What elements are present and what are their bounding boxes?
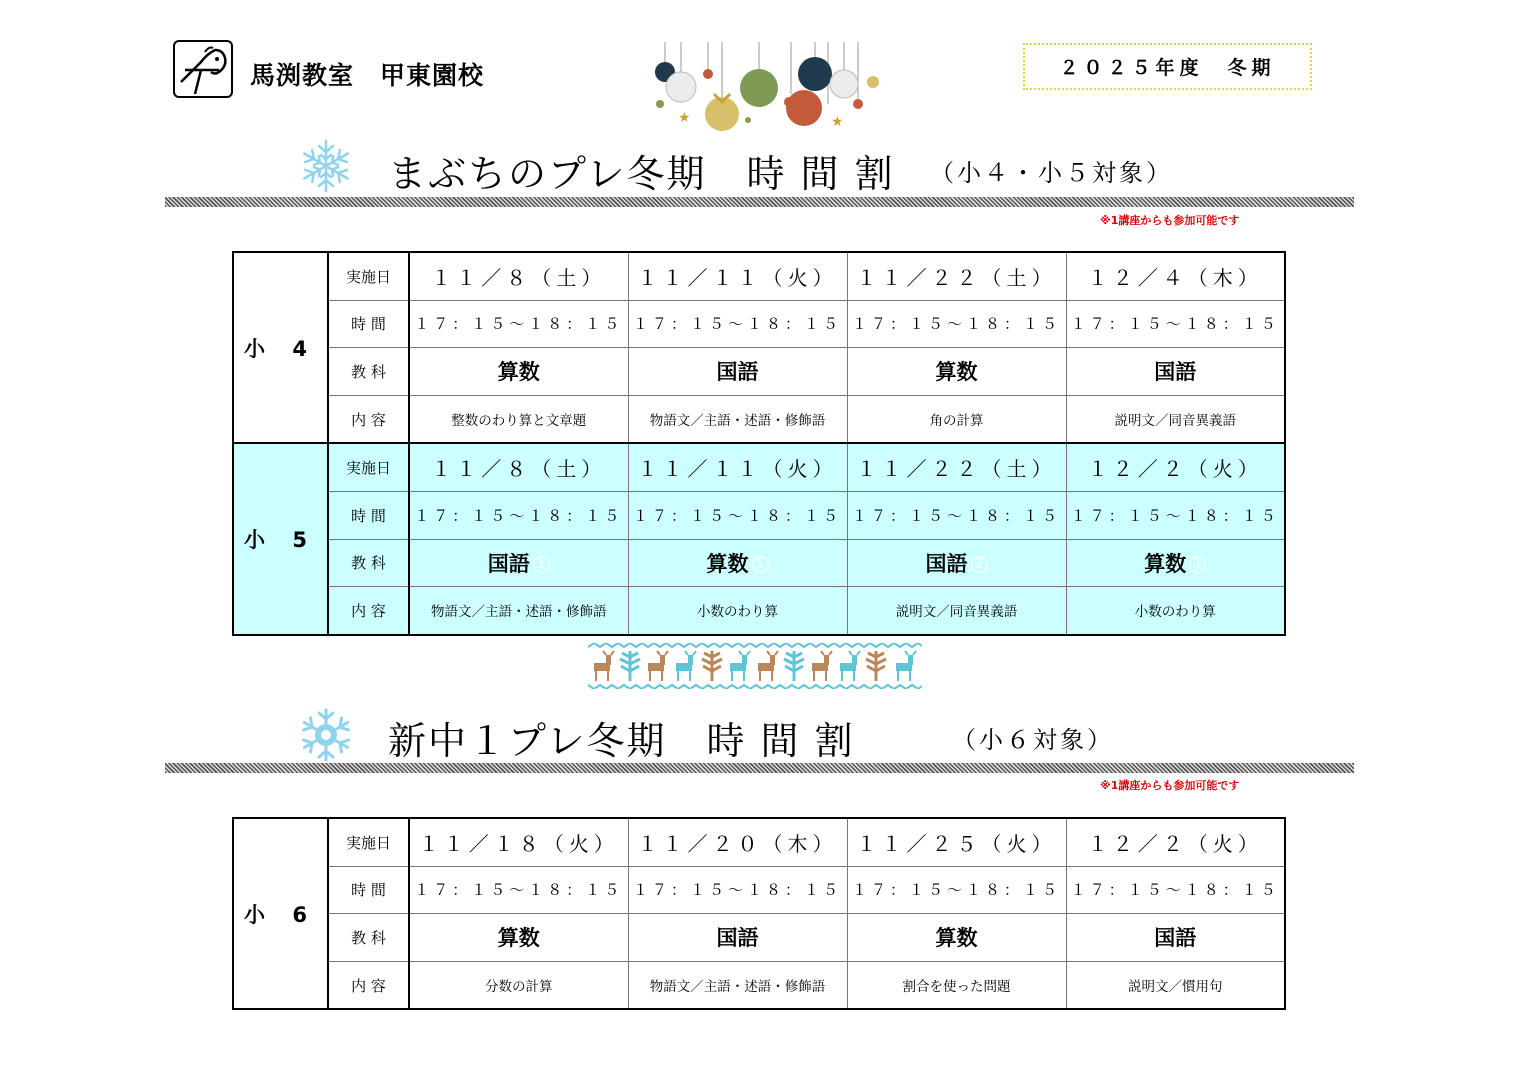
content-cell: 小数のわり算 — [628, 587, 847, 635]
table-row — [233, 252, 1285, 300]
time-cell: １７：１５～１８：１５ — [847, 491, 1066, 539]
svg-text:★: ★ — [831, 114, 844, 130]
time-cell: １７：１５～１８：１５ — [628, 866, 847, 914]
table-row — [233, 443, 1285, 491]
row-label-subject: 教 科 — [328, 539, 409, 587]
row-label-time: 時 間 — [328, 866, 409, 914]
divider — [165, 763, 1354, 773]
row-label-date: 実施日 — [328, 818, 409, 866]
subject-text: 国語 — [487, 551, 530, 576]
time-cell: １７：１５～１８：１５ — [409, 491, 628, 539]
row-label-content: 内 容 — [328, 395, 409, 443]
time-cell: １７：１５～１８：１５ — [1066, 866, 1285, 914]
time-cell: １７：１５～１８：１５ — [1066, 491, 1285, 539]
row-label-time: 時 間 — [328, 300, 409, 348]
table-row — [233, 818, 1285, 866]
table-row — [233, 539, 1285, 587]
row-label-content: 内 容 — [328, 961, 409, 1009]
content-cell: 分数の計算 — [409, 961, 628, 1009]
subject-cell: 国語 — [628, 914, 847, 962]
date-cell: １１／２５（火） — [847, 818, 1066, 866]
section1-note: ※1講座からも参加可能です — [1100, 214, 1240, 227]
date-cell: １２／２（火） — [1066, 818, 1285, 866]
subject-cell — [1066, 539, 1285, 587]
horse-logo-icon — [173, 40, 233, 98]
schedule-table-2 — [232, 817, 1286, 1010]
date-cell: １１／２０（木） — [628, 818, 847, 866]
subject-cell: 算数 — [409, 348, 628, 396]
content-cell: 角の計算 — [847, 395, 1066, 443]
grade-label: 小 5 — [233, 443, 328, 634]
time-cell: １７：１５～１８：１５ — [628, 491, 847, 539]
subject-cell: 算数 — [409, 914, 628, 962]
content-cell: 割合を使った問題 — [847, 961, 1066, 1009]
subject-cell: 国語 — [628, 348, 847, 396]
divider — [165, 197, 1354, 207]
subject-number-mark: 1 — [533, 556, 550, 573]
content-cell: 物語文／主語・述語・修飾語 — [409, 587, 628, 635]
content-cell: 説明文／同音異義語 — [847, 587, 1066, 635]
time-cell: １７：１５～１８：１５ — [409, 300, 628, 348]
date-cell: １１／１１（火） — [628, 443, 847, 491]
grade-label: 小 4 — [233, 252, 328, 443]
table-row — [233, 395, 1285, 443]
table-row — [233, 587, 1285, 635]
subject-cell: 国語 — [1066, 348, 1285, 396]
section2-title: 新中１プレ冬期 時 間 割 — [388, 719, 855, 763]
content-cell: 整数のわり算と文章題 — [409, 395, 628, 443]
winter-pattern-decoration — [588, 643, 922, 689]
content-cell: 説明文／慣用句 — [1066, 961, 1285, 1009]
school-name: 馬渕教室 甲東園校 — [250, 61, 485, 90]
subject-text: 国語 — [925, 551, 968, 576]
row-label-time: 時 間 — [328, 491, 409, 539]
date-cell: １１／８（土） — [409, 443, 628, 491]
schedule-table-1 — [232, 251, 1286, 636]
date-cell: １１／２２（土） — [847, 252, 1066, 300]
date-cell: １１／８（土） — [409, 252, 628, 300]
table-row — [233, 300, 1285, 348]
table-row — [233, 348, 1285, 396]
content-cell: 物語文／主語・述語・修飾語 — [628, 961, 847, 1009]
svg-text:★: ★ — [678, 110, 691, 126]
subject-cell: 算数 — [847, 914, 1066, 962]
subject-cell: 算数 — [847, 348, 1066, 396]
row-label-subject: 教 科 — [328, 348, 409, 396]
grade-label: 小 6 — [233, 818, 328, 1009]
snowflake-icon — [298, 707, 354, 763]
time-cell: １７：１５～１８：１５ — [847, 866, 1066, 914]
time-cell: １７：１５～１８：１５ — [1066, 300, 1285, 348]
content-cell: 小数のわり算 — [1066, 587, 1285, 635]
date-cell: １１／２２（土） — [847, 443, 1066, 491]
date-cell: １２／２（火） — [1066, 443, 1285, 491]
subject-cell: 国語 — [1066, 914, 1285, 962]
date-cell: １１／１８（火） — [409, 818, 628, 866]
subject-number-mark: 2 — [971, 556, 988, 573]
date-cell: １１／１１（火） — [628, 252, 847, 300]
table-row — [233, 961, 1285, 1009]
table-row — [233, 491, 1285, 539]
section2-note: ※1講座からも参加可能です — [1100, 779, 1240, 792]
content-cell: 物語文／主語・述語・修飾語 — [628, 395, 847, 443]
snowflake-icon — [298, 138, 354, 194]
date-cell: １２／４（木） — [1066, 252, 1285, 300]
row-label-content: 内 容 — [328, 587, 409, 635]
row-label-subject: 教 科 — [328, 914, 409, 962]
subject-number-mark: 1 — [1189, 556, 1206, 573]
subject-cell — [409, 539, 628, 587]
subject-text: 算数 — [706, 551, 749, 576]
section1-title: まぶちのプレ冬期 時 間 割 — [388, 152, 895, 196]
content-cell: 説明文／同音異義語 — [1066, 395, 1285, 443]
section1-subtitle: （小４・小５対象） — [930, 159, 1173, 187]
row-label-date: 実施日 — [328, 443, 409, 491]
subject-cell — [847, 539, 1066, 587]
row-label-date: 実施日 — [328, 252, 409, 300]
subject-text: 算数 — [1144, 551, 1187, 576]
ornaments-decoration — [648, 42, 888, 132]
section2-subtitle: （小６対象） — [952, 726, 1114, 754]
table-row — [233, 866, 1285, 914]
subject-cell — [628, 539, 847, 587]
subject-number-mark: 1 — [752, 556, 769, 573]
table-row — [233, 914, 1285, 962]
term-badge: ２０２５年度 冬期 — [1023, 43, 1312, 90]
time-cell: １７：１５～１８：１５ — [409, 866, 628, 914]
time-cell: １７：１５～１８：１５ — [847, 300, 1066, 348]
time-cell: １７：１５～１８：１５ — [628, 300, 847, 348]
